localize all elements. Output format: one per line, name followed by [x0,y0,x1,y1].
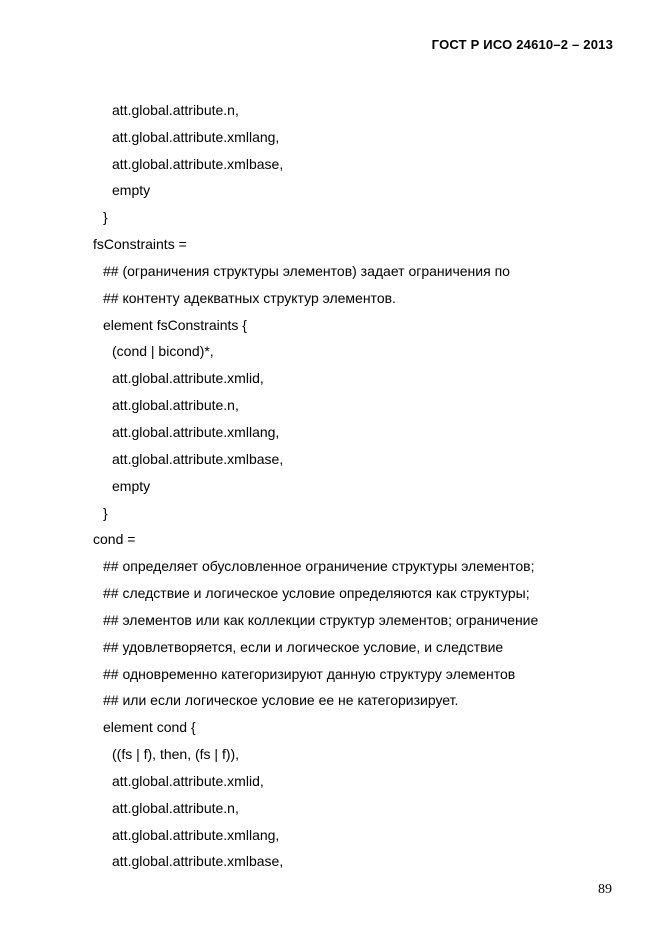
code-line: ((fs | f), then, (fs | f)), [112,746,240,762]
comment-line: ## определяет обусловленное ограничение структуры элементов; [103,558,535,574]
code-line: att.global.attribute.xmllang, [112,424,280,440]
comment-line: ## или если логическое условие ее не категоризирует. [103,692,459,708]
document-header: ГОСТ Р ИСО 24610–2 – 2013 [431,37,613,52]
code-line: att.global.attribute.xmlid, [112,370,264,386]
code-line: att.global.attribute.n, [112,102,239,118]
comment-line: ## удовлетворяется, если и логическое условие, и следствие [103,639,504,655]
comment-line: ## следствие и логическое условие определяются как структуры; [103,585,530,601]
code-line: element fsConstraints { [103,317,247,333]
code-line: } [103,209,108,225]
code-line: att.global.attribute.xmlbase, [112,156,284,172]
code-line: att.global.attribute.n, [112,397,239,413]
comment-line: ## (ограничения структуры элементов) задает ограничения по [103,263,510,279]
code-line: att.global.attribute.xmllang, [112,129,280,145]
page-number: 89 [598,882,612,897]
code-line: } [103,505,108,521]
code-line: fsConstraints = [93,236,187,252]
code-line: att.global.attribute.xmlbase, [112,853,284,869]
code-line: empty [112,182,151,198]
code-line: (cond | bicond)*, [112,343,214,359]
comment-line: ## одновременно категоризируют данную структуру элементов [103,666,516,682]
code-line: att.global.attribute.xmlbase, [112,451,284,467]
code-line: att.global.attribute.n, [112,800,239,816]
comment-line: ## контенту адекватных структур элементов. [103,290,396,306]
code-line: empty [112,478,151,494]
code-line: att.global.attribute.xmllang, [112,827,280,843]
code-line: cond = [93,531,136,547]
comment-line: ## элементов или как коллекции структур элементов; ограничение [103,612,539,628]
code-line: element cond { [103,719,196,735]
code-line: att.global.attribute.xmlid, [112,773,264,789]
